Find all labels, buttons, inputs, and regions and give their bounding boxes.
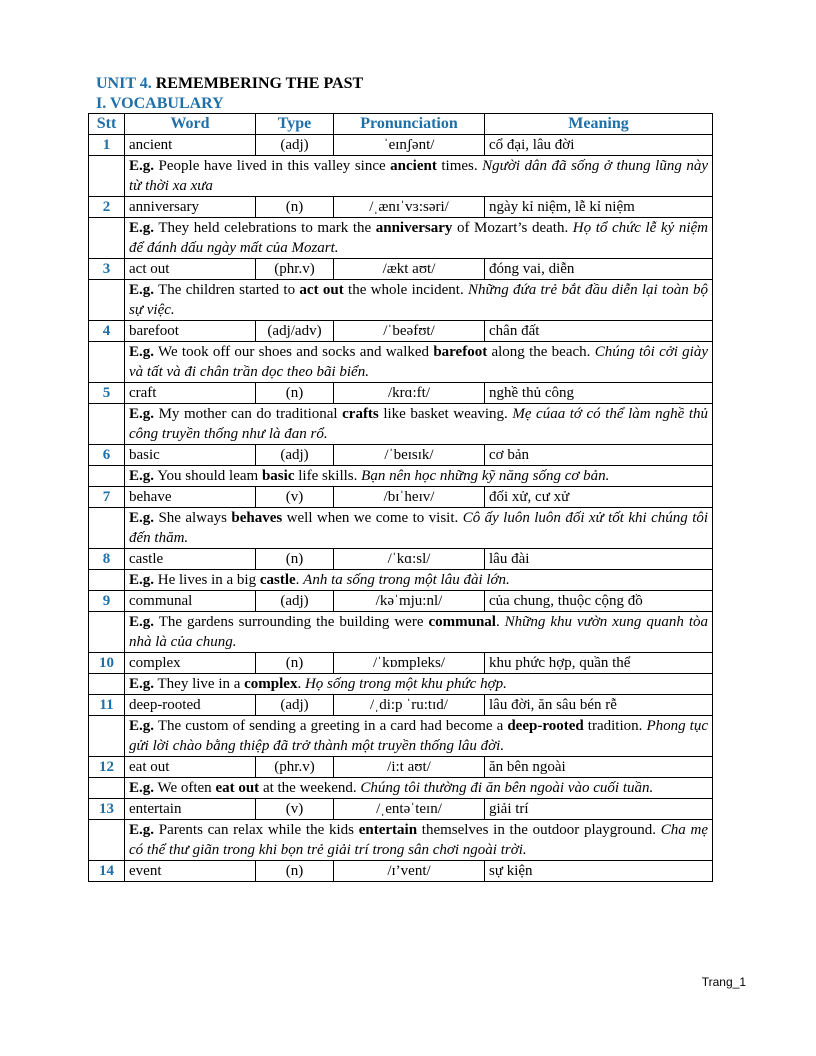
example-translation: Cô ấy luôn luôn đối xử tốt khi chúng tôi đến thăm.	[129, 510, 709, 546]
example-spacer	[89, 674, 125, 695]
example-text-end: .	[297, 676, 305, 692]
example-prefix: E.g.	[129, 158, 155, 174]
header-stt: Stt	[89, 114, 125, 135]
example-spacer	[89, 570, 125, 591]
example-spacer	[89, 716, 125, 757]
entry-meaning: ăn bên ngoài	[485, 757, 713, 778]
entry-type: (n)	[256, 653, 334, 674]
entry-meaning: cơ bản	[485, 445, 713, 466]
vocabulary-table	[88, 113, 713, 882]
table-header-row	[89, 114, 713, 135]
example-row	[89, 674, 713, 695]
entry-pronunciation: /ˈkɑ:sl/	[334, 549, 485, 570]
example-keyword: eat out	[215, 780, 260, 796]
example-sentence	[125, 820, 713, 861]
entry-word: ancient	[125, 135, 256, 156]
example-sentence	[125, 280, 713, 321]
entry-word: deep-rooted	[125, 695, 256, 716]
example-text: They held celebrations to mark the	[158, 220, 376, 236]
example-text: The custom of sending a greeting in a card had become a	[157, 718, 508, 734]
example-sentence	[125, 404, 713, 445]
example-text-end: at the weekend.	[259, 780, 361, 796]
example-prefix: E.g.	[129, 510, 155, 526]
entry-number: 2	[89, 197, 125, 218]
example-keyword: act out	[299, 282, 344, 298]
entry-word: event	[125, 861, 256, 882]
entry-meaning: đóng vai, diễn	[485, 259, 713, 280]
example-text: She always	[158, 510, 232, 526]
example-sentence	[125, 508, 713, 549]
entry-pronunciation: /krɑ:ft/	[334, 383, 485, 404]
entry-number: 14	[89, 861, 125, 882]
example-translation: Phong tục gửi lời chào bằng thiệp đã trở thành một truyền thống lâu đời.	[129, 718, 708, 754]
entry-number: 9	[89, 591, 125, 612]
example-sentence	[125, 674, 713, 695]
example-row	[89, 820, 713, 861]
example-row	[89, 612, 713, 653]
example-translation: Anh ta sống trong một lâu đài lớn.	[303, 572, 510, 588]
header-pronunciation: Pronunciation	[334, 114, 485, 135]
table-row	[89, 197, 713, 218]
unit-title	[96, 74, 363, 94]
page-footer: Trang_1	[701, 975, 746, 989]
example-text: He lives in a big	[157, 572, 260, 588]
entry-meaning: cổ đại, lâu đời	[485, 135, 713, 156]
entry-meaning: nghề thủ công	[485, 383, 713, 404]
entry-number: 11	[89, 695, 125, 716]
entry-number: 3	[89, 259, 125, 280]
example-spacer	[89, 612, 125, 653]
example-translation: Những đứa trẻ bắt đầu diễn lại toàn bộ sự việc.	[129, 282, 708, 318]
example-text-end: times.	[436, 158, 483, 174]
example-row	[89, 404, 713, 445]
example-text: We took off our shoes and socks and walked	[158, 344, 434, 360]
unit-number: UNIT 4.	[96, 75, 152, 92]
example-sentence	[125, 466, 713, 487]
example-spacer	[89, 404, 125, 445]
example-text-end: life skills.	[294, 468, 362, 484]
example-text: The gardens surrounding the building were	[158, 614, 429, 630]
entry-type: (n)	[256, 197, 334, 218]
example-spacer	[89, 778, 125, 799]
example-text-end: along the beach.	[487, 344, 595, 360]
entry-pronunciation: /kəˈmju:nl/	[334, 591, 485, 612]
entry-word: eat out	[125, 757, 256, 778]
example-spacer	[89, 820, 125, 861]
example-translation: Chúng tôi cởi giày và tất và đi chân trần dọc theo bãi biển.	[129, 344, 709, 380]
example-keyword: behaves	[231, 510, 283, 526]
table-row	[89, 259, 713, 280]
example-translation: Những khu vườn xung quanh tòa nhà là của chung.	[129, 614, 709, 650]
example-text-end: of Mozart’s death.	[452, 220, 573, 236]
entry-number: 8	[89, 549, 125, 570]
example-text: People have lived in this valley since	[158, 158, 391, 174]
entry-word: basic	[125, 445, 256, 466]
example-prefix: E.g.	[129, 282, 155, 298]
example-row	[89, 342, 713, 383]
example-translation: Chúng tôi thường đi ăn bên ngoài vào cuối tuần.	[360, 780, 654, 796]
entry-pronunciation: /ˌentəˈteɪn/	[334, 799, 485, 820]
entry-meaning: khu phức hợp, quần thể	[485, 653, 713, 674]
example-prefix: E.g.	[129, 822, 155, 838]
example-sentence	[125, 716, 713, 757]
entry-type: (adj)	[256, 695, 334, 716]
entry-word: entertain	[125, 799, 256, 820]
entry-meaning: giải trí	[485, 799, 713, 820]
entry-type: (n)	[256, 549, 334, 570]
example-text: We often	[157, 780, 216, 796]
table-row	[89, 861, 713, 882]
entry-number: 4	[89, 321, 125, 342]
entry-word: act out	[125, 259, 256, 280]
entry-type: (n)	[256, 861, 334, 882]
entry-meaning: ngày kỉ niệm, lễ kỉ niệm	[485, 197, 713, 218]
unit-name: REMEMBERING THE PAST	[155, 75, 364, 92]
entry-type: (adj)	[256, 445, 334, 466]
entry-pronunciation: /bɪˈheɪv/	[334, 487, 485, 508]
example-spacer	[89, 342, 125, 383]
entry-word: barefoot	[125, 321, 256, 342]
example-prefix: E.g.	[129, 676, 155, 692]
example-keyword: entertain	[358, 822, 418, 838]
example-translation: Người dân đã sống ở thung lũng này từ thời xa xưa	[129, 158, 709, 194]
example-text-end: .	[295, 572, 304, 588]
example-text-end: themselves in the outdoor playground.	[417, 822, 661, 838]
example-sentence	[125, 218, 713, 259]
example-text: My mother can do traditional	[158, 406, 343, 422]
example-translation: Họ sống trong một khu phức hợp.	[304, 676, 507, 692]
example-spacer	[89, 280, 125, 321]
entry-type: (phr.v)	[256, 757, 334, 778]
entry-word: craft	[125, 383, 256, 404]
entry-pronunciation: /ækt aʊt/	[334, 259, 485, 280]
example-sentence	[125, 778, 713, 799]
example-translation: Cha mẹ có thể thư giãn trong khi bọn trẻ giải trí trong sân chơi ngoài trời.	[129, 822, 709, 858]
example-translation: Họ tổ chức lễ kỷ niệm để đánh dấu ngày mất của Mozart.	[129, 220, 708, 256]
example-row	[89, 716, 713, 757]
example-text: You should leam	[157, 468, 262, 484]
example-spacer	[89, 218, 125, 259]
vocabulary-body	[89, 135, 713, 882]
example-prefix: E.g.	[129, 344, 155, 360]
table-row	[89, 757, 713, 778]
entry-pronunciation: /ˌdi:p ˈru:tɪd/	[334, 695, 485, 716]
entry-pronunciation: /ˈbeəfʊt/	[334, 321, 485, 342]
entry-type: (adj/adv)	[256, 321, 334, 342]
table-row	[89, 445, 713, 466]
example-row	[89, 466, 713, 487]
example-prefix: E.g.	[129, 614, 155, 630]
example-text-end: .	[495, 614, 505, 630]
example-sentence	[125, 342, 713, 383]
table-row	[89, 591, 713, 612]
entry-word: behave	[125, 487, 256, 508]
table-row	[89, 653, 713, 674]
table-row	[89, 135, 713, 156]
table-row	[89, 321, 713, 342]
entry-word: anniversary	[125, 197, 256, 218]
example-prefix: E.g.	[129, 780, 155, 796]
example-prefix: E.g.	[129, 220, 155, 236]
entry-number: 10	[89, 653, 125, 674]
example-row	[89, 508, 713, 549]
entry-type: (v)	[256, 487, 334, 508]
example-sentence	[125, 156, 713, 197]
entry-meaning: chân đất	[485, 321, 713, 342]
table-row	[89, 487, 713, 508]
example-row	[89, 218, 713, 259]
entry-pronunciation: ˈeɪnʃənt/	[334, 135, 485, 156]
table-row	[89, 549, 713, 570]
entry-type: (adj)	[256, 591, 334, 612]
entry-type: (adj)	[256, 135, 334, 156]
example-text: The children started to	[158, 282, 300, 298]
example-row	[89, 156, 713, 197]
header-type: Type	[256, 114, 334, 135]
entry-word: communal	[125, 591, 256, 612]
entry-pronunciation: /i:t aʊt/	[334, 757, 485, 778]
example-prefix: E.g.	[129, 406, 155, 422]
entry-pronunciation: /ˈkɒmpleks/	[334, 653, 485, 674]
example-text-end: the whole incident.	[343, 282, 469, 298]
example-spacer	[89, 156, 125, 197]
example-keyword: ancient	[390, 158, 437, 174]
example-keyword: castle	[259, 572, 296, 588]
entry-type: (n)	[256, 383, 334, 404]
entry-word: complex	[125, 653, 256, 674]
example-translation: Bạn nên học những kỹ năng sống cơ bản.	[361, 468, 610, 484]
header-word: Word	[125, 114, 256, 135]
table-row	[89, 799, 713, 820]
example-keyword: basic	[261, 468, 295, 484]
entry-type: (v)	[256, 799, 334, 820]
entry-meaning: lâu đài	[485, 549, 713, 570]
example-prefix: E.g.	[129, 572, 155, 588]
entry-pronunciation: /ɪ’vent/	[334, 861, 485, 882]
example-row	[89, 280, 713, 321]
entry-number: 5	[89, 383, 125, 404]
example-text: They live in a	[157, 676, 245, 692]
entry-number: 7	[89, 487, 125, 508]
example-text-end: tradition.	[583, 718, 647, 734]
example-translation: Mẹ cúaa tớ có thể làm nghề thủ công truyền thống như là đan rổ.	[129, 406, 708, 442]
section-title: I. VOCABULARY	[96, 95, 224, 112]
example-keyword: communal	[428, 614, 496, 630]
header-meaning: Meaning	[485, 114, 713, 135]
example-text-end: well when we come to visit.	[282, 510, 463, 526]
example-prefix: E.g.	[129, 718, 155, 734]
example-text: Parents can relax while the kids	[158, 822, 359, 838]
entry-meaning: sự kiện	[485, 861, 713, 882]
entry-meaning: đối xử, cư xử	[485, 487, 713, 508]
example-spacer	[89, 466, 125, 487]
entry-number: 6	[89, 445, 125, 466]
entry-type: (phr.v)	[256, 259, 334, 280]
example-keyword: complex	[244, 676, 298, 692]
example-keyword: deep-rooted	[507, 718, 584, 734]
entry-pronunciation: /ˈbeɪsɪk/	[334, 445, 485, 466]
entry-number: 12	[89, 757, 125, 778]
example-sentence	[125, 612, 713, 653]
entry-number: 13	[89, 799, 125, 820]
entry-meaning: lâu đời, ăn sâu bén rễ	[485, 695, 713, 716]
example-spacer	[89, 508, 125, 549]
example-sentence	[125, 570, 713, 591]
example-keyword: anniversary	[375, 220, 453, 236]
example-row	[89, 570, 713, 591]
example-text-end: like basket weaving.	[378, 406, 513, 422]
entry-number: 1	[89, 135, 125, 156]
entry-pronunciation: /ˌænɪˈvɜ:səri/	[334, 197, 485, 218]
entry-word: castle	[125, 549, 256, 570]
table-row	[89, 695, 713, 716]
example-keyword: barefoot	[433, 344, 488, 360]
table-row	[89, 383, 713, 404]
example-prefix: E.g.	[129, 468, 155, 484]
entry-meaning: của chung, thuộc cộng đồ	[485, 591, 713, 612]
example-row	[89, 778, 713, 799]
example-keyword: crafts	[342, 406, 379, 422]
